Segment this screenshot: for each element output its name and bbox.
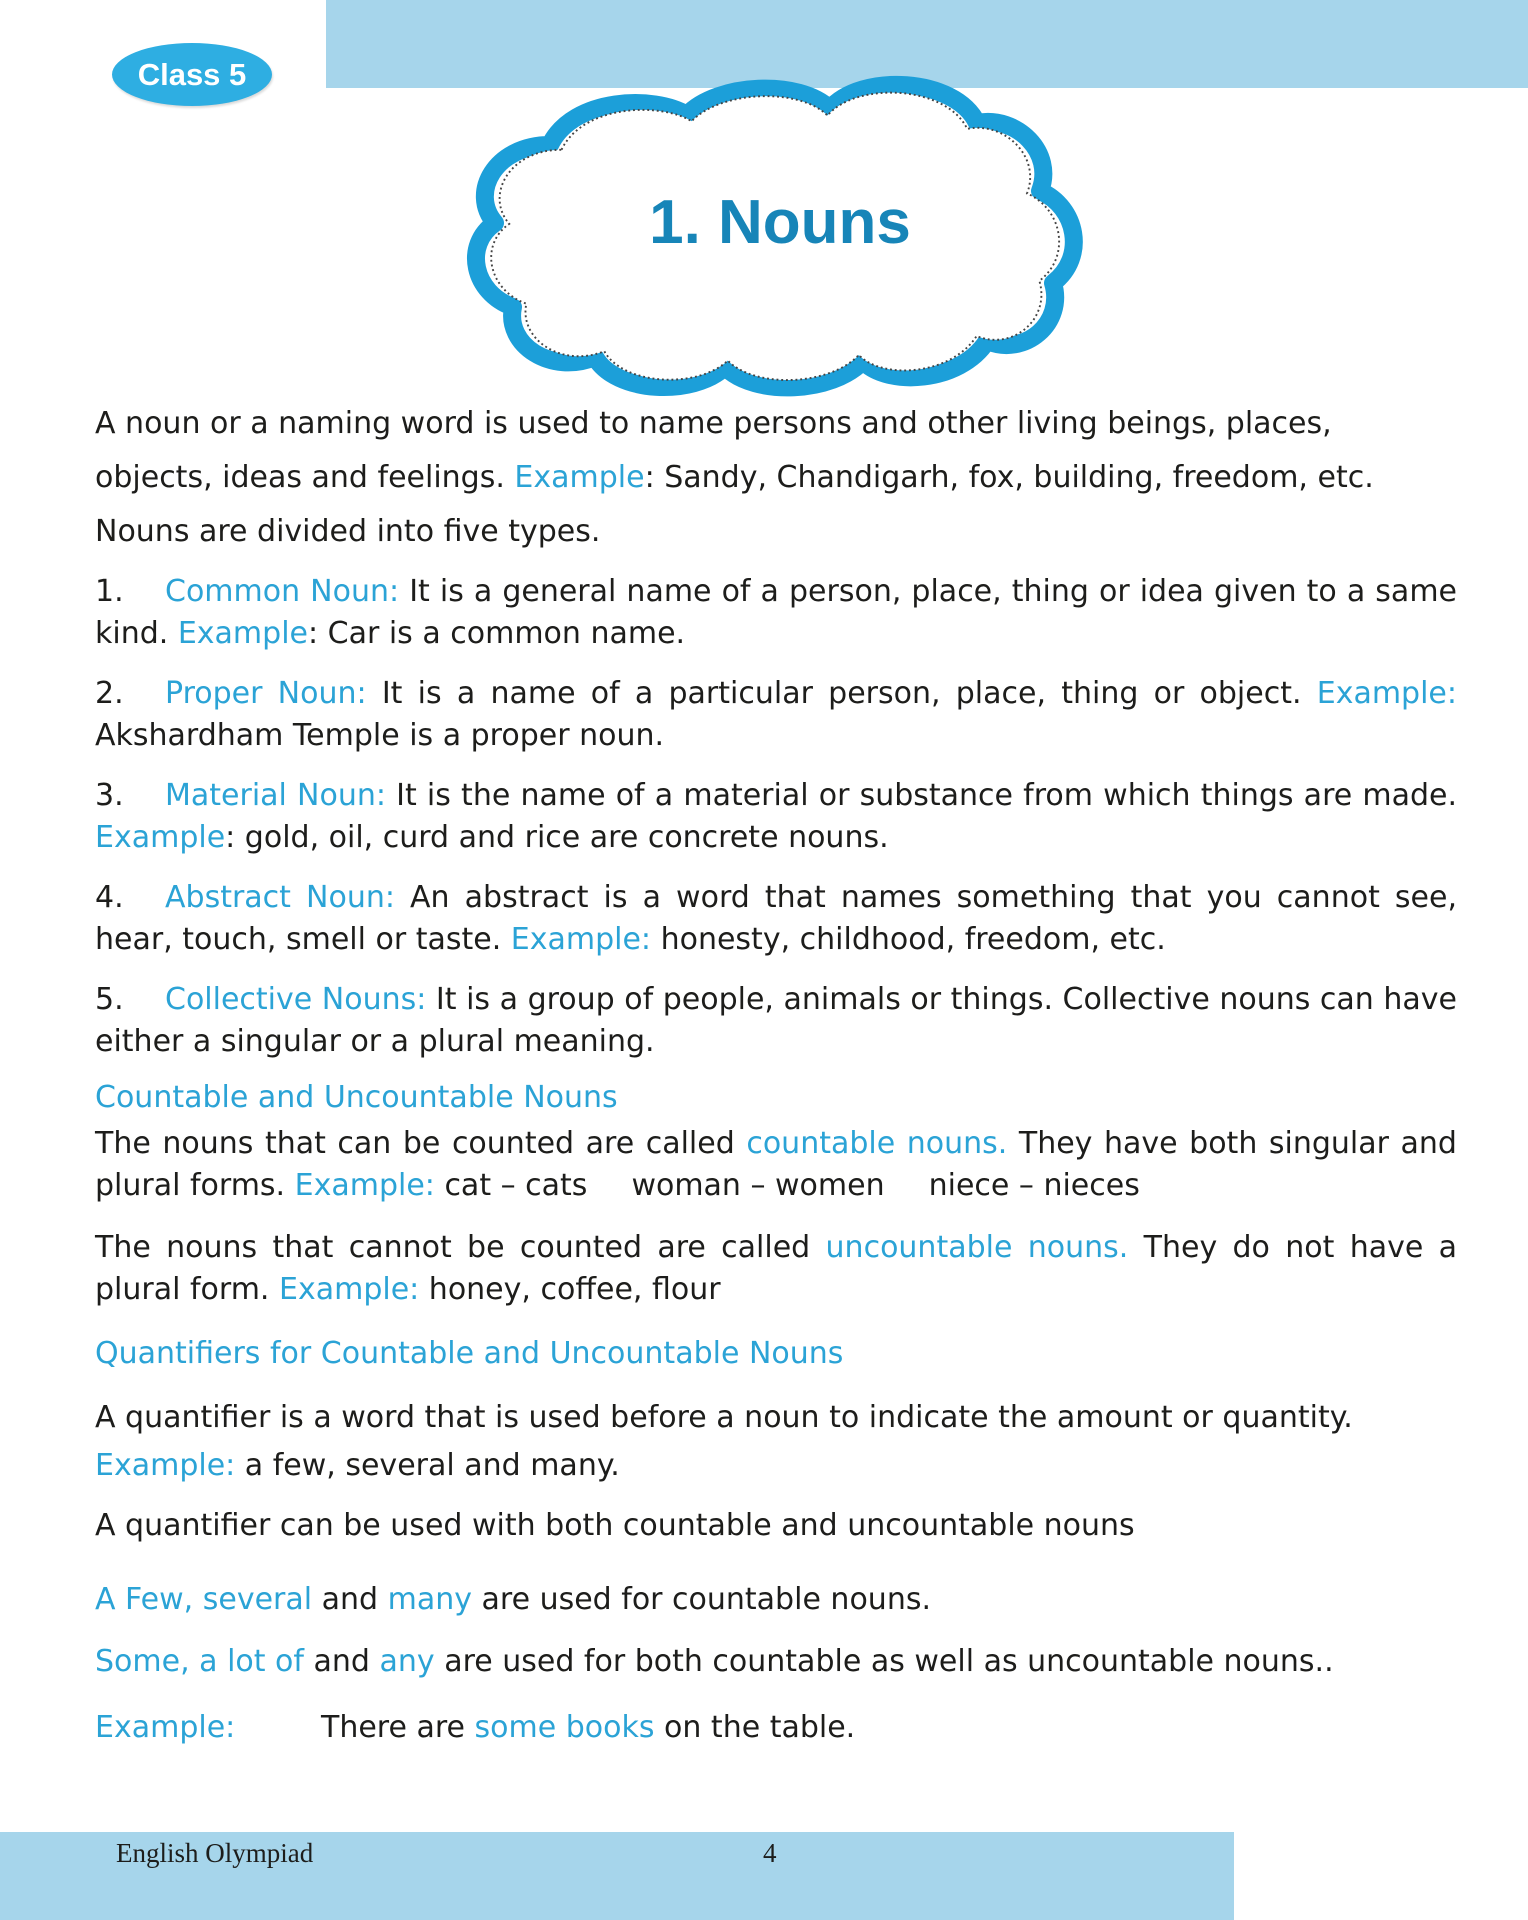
example-label: Example: [1316,676,1457,711]
section-heading-countable: Countable and Uncountable Nouns [95,1080,618,1115]
section-heading-quantifiers: Quantifiers for Countable and Uncountable Nouns [95,1336,844,1371]
class-badge: Class 5 [112,43,272,106]
noun-type-term: Proper Noun: [165,676,367,711]
countable-term: countable nouns. [746,1126,1008,1161]
example-label: Example: [95,1710,236,1745]
noun-type-term: Material Noun: [165,778,386,813]
footer-book-title: English Olympiad [116,1838,314,1868]
noun-type-term: Collective Nouns: [165,982,427,1017]
noun-type-item: 1. Common Noun: It is a general name of a person, place, thing or idea given to a same kind. Example: Car is a common name. [95,574,1457,651]
intro-line-1: A noun or a naming word is used to name persons and other living beings, places, [95,406,1332,441]
intro-line-3: Nouns are divided into five types. [95,514,601,549]
noun-type-term: Abstract Noun: [165,880,395,915]
example-label: Example [177,616,308,651]
quantifier-rule-countable: A Few, several and many are used for countable nouns. [95,1582,931,1617]
example-label: Example: [510,922,652,957]
quantifier-example-sentence: Example: There are some books on the table. [95,1707,1457,1749]
page-number: 4 [763,1838,777,1868]
quantifier-usage: A quantifier can be used with both countable and uncountable nouns [95,1508,1135,1543]
quantifier-rule-both: Some, a lot of and any are used for both countable as well as uncountable nouns.. [95,1644,1334,1679]
page-content [95,403,1457,1749]
example-label: Example: [95,1448,236,1483]
uncountable-term: uncountable nouns. [825,1230,1129,1265]
noun-type-item: 4. Abstract Noun: An abstract is a word that names something that you cannot see, hear, touch, smell or taste. Example: honesty, childhood, freedom, etc. [95,880,1457,957]
intro-line-2: objects, ideas and feelings. Example: Sandy, Chandigarh, fox, building, freedom, etc. [95,460,1374,495]
chapter-title: 1. Nouns [649,188,911,257]
example-label: Example [95,820,226,855]
noun-type-item: 2. Proper Noun: It is a name of a particular person, place, thing or object. Example: Akshardham Temple is a proper noun. [95,676,1457,753]
quantifier-definition: A quantifier is a word that is used before a noun to indicate the amount or quantity. [95,1400,1353,1435]
example-label: Example: [279,1272,420,1307]
noun-type-item: 3. Material Noun: It is the name of a material or substance from which things are made. Example: gold, oil, curd and rice are concrete nouns. [95,778,1458,855]
uncountable-paragraph: The nouns that cannot be counted are called uncountable nouns. They do not have a plural form. Example: honey, coffee, flour [95,1230,1458,1307]
example-label: Example: [294,1168,435,1203]
example-label: Example [514,460,645,495]
noun-type-item: 5. Collective Nouns: It is a group of people, animals or things. Collective nouns can have either a singular or a plural meaning. [95,982,1457,1059]
quantifier-example: Example: a few, several and many. [95,1448,620,1483]
countable-paragraph: The nouns that can be counted are called countable nouns. They have both singular and plural forms. Example: cat – cats woman – women niece – nieces [95,1126,1457,1203]
noun-type-term: Common Noun: [165,574,400,609]
